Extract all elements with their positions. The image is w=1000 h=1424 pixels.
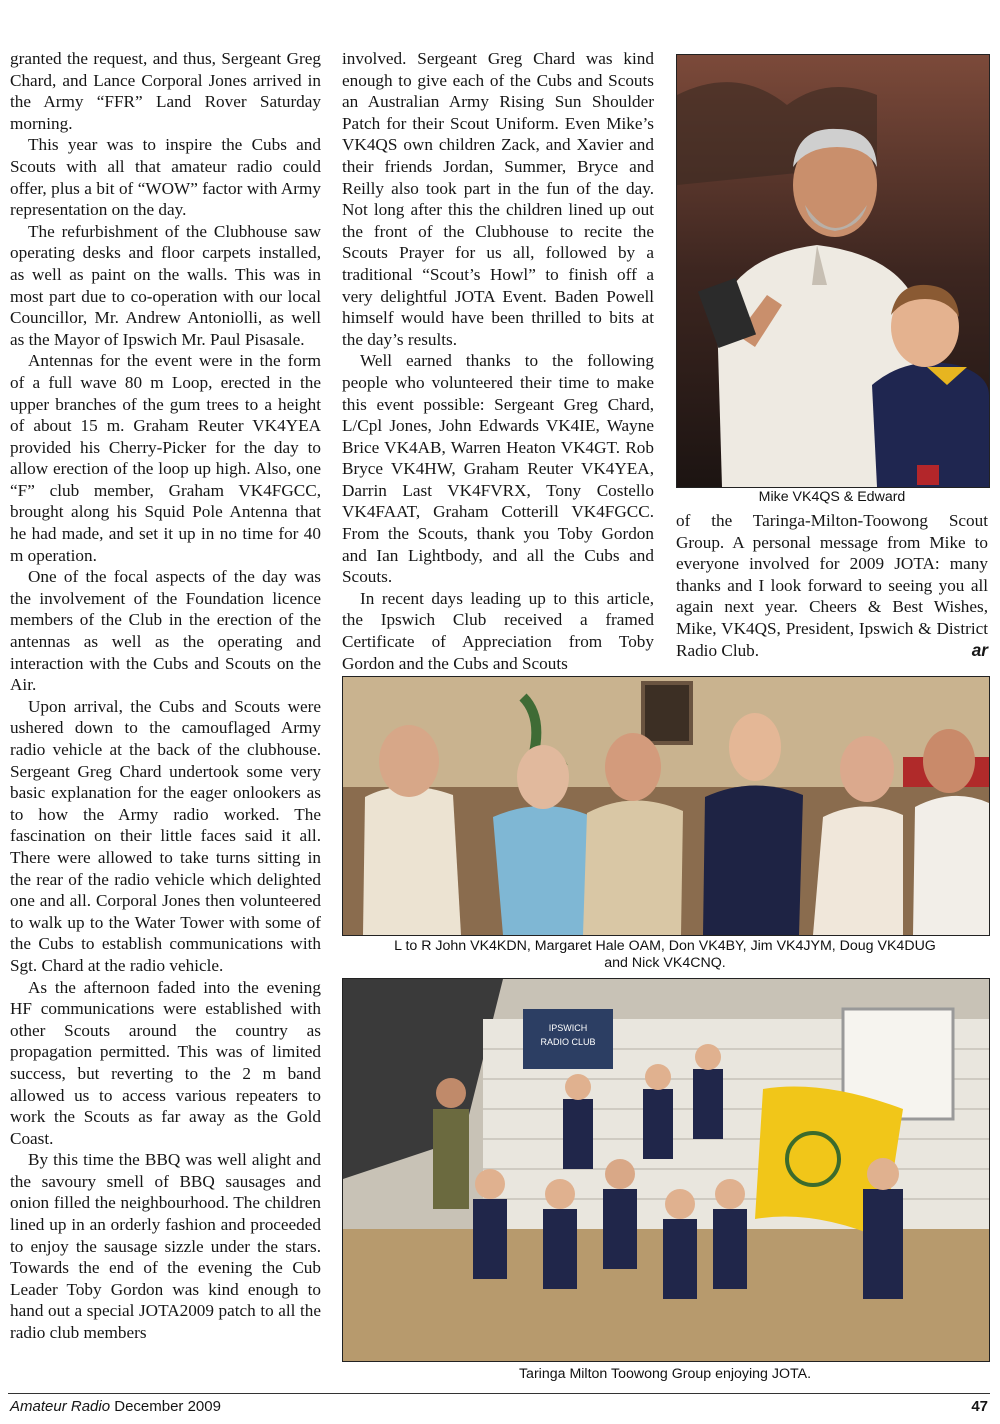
- footer-publication: [10, 1398, 221, 1415]
- article-column-2: [342, 48, 654, 674]
- paragraph: Upon arrival, the Cubs and Scouts were ushered down to the camouflaged Army radio vehicle at the back of the clubhouse. Sergeant Greg Chard undertook some very basic explanation for the eager onlookers as to how the Army radio worked. The fascination on their little faces said it all. There were allowed to take turns sitting in the rear of the radio vehicle which delighted one and all. Corporal Jones then volunteered to walk up to the Water Tower with some of the Cubs to establish communications with Sgt. Chard at the radio vehicle.: [10, 696, 321, 975]
- footer-divider: [8, 1393, 990, 1394]
- footer-issue: December 2009: [114, 1398, 221, 1415]
- paragraph: Antennas for the event were in the form of a full wave 80 m Loop, erected in the upper branches of the gum trees to a height of about 15 m. Graham Reuter VK4YEA provided his Cherry-Picker for the day to allow erection of the loop up high. Also, one “F” club member, Graham VK4FGCC, brought along his Squid Pole Antenna that he had made, and set it up in no time for 40 m operation.: [10, 351, 321, 565]
- paragraph: In recent days leading up to this article, the Ipswich Club received a framed Certificate of Appreciation from Toby Gordon and the Cubs and Scouts: [342, 588, 654, 673]
- paragraph: [676, 510, 988, 661]
- end-mark: ar: [971, 639, 988, 660]
- photo-mike-and-edward-image: [677, 55, 989, 487]
- paragraph: One of the focal aspects of the day was the involvement of the Foundation licence members of the Club in the erection of the antennas as well as the operating and interaction with the Cubs and Scouts on the Air.: [10, 567, 321, 695]
- article-column-3: [676, 510, 988, 661]
- photo-group-caption-line-1: L to R John VK4KDN, Margaret Hale OAM, Don VK4BY, Jim VK4JYM, Doug VK4DUG: [394, 938, 936, 954]
- photo-group: [342, 676, 990, 936]
- footer-magazine-title: Amateur Radio: [10, 1398, 111, 1415]
- paragraph: The refurbishment of the Clubhouse saw operating desks and floor carpets installed, as well as paint on the walls. This was in most part due to co-operation with our local Councillor, Mr. Andrew Antoniolli, as well as the Mayor of Ipswich Mr. Paul Pisasale.: [10, 221, 321, 349]
- photo-scouts-group-image: [343, 979, 989, 1361]
- page-number: 47: [971, 1398, 988, 1415]
- photo-group-caption-line-2: and Nick VK4CNQ.: [604, 955, 726, 971]
- paragraph: As the afternoon faded into the evening HF communications were established with other Scouts around the country as propagation permitted. This was of limited success, but reverting to the 2 m band allowed us to access various repeaters to work the Scouts as far away as the Gold Coast.: [10, 977, 321, 1148]
- photo-scouts-group: [342, 978, 990, 1362]
- paragraph: granted the request, and thus, Sergeant Greg Chard, and Lance Corporal Jones arrived in the Army “FFR” Land Rover Saturday morning.: [10, 49, 321, 133]
- photo-mike-caption: Mike VK4QS & Edward: [758, 489, 906, 505]
- paragraph: Well earned thanks to the following people who volunteered their time to make this event possible: Sergeant Greg Chard, L/Cpl Jones, John Edwards VK4IE, Wayne Brice VK4AB, Warren Heaton VK4GT. Rob Bryce VK4HW, Graham Reuter VK4YEA, Darrin Last VK4FVRX, Tony Costello VK4FAAT, Graham Cotterill VK4FGCC. From the Scouts, thank you Toby Gordon and Ian Lightbody, and all the Cubs and Scouts.: [342, 351, 654, 587]
- paragraph: involved. Sergeant Greg Chard was kind enough to give each of the Cubs and Scouts an Australian Army Rising Sun Shoulder Patch for their Scout Uniform. Even Mike’s VK4QS own children Zack, and Xavier and their friends Jordan, Summer, Bryce and Reilly also took part in the fun of the day. Not long after this the children lined up out the front of the Clubhouse to recite the Scouts Prayer for us all, followed by a traditional “Scout’s Howl” to finish off a very delightful JOTA Event. Baden Powell himself would have been thrilled to bits at the day’s results.: [342, 49, 654, 349]
- paragraph-text: of the Taringa-Milton-Toowong Scout Group. A personal message from Mike to everyone involved for 2009 JOTA: many thanks and I look forward to seeing you all again next year. Cheers & Best Wishes, Mike, VK4QS, President, Ipswich & District Radio Club.: [676, 511, 988, 660]
- club-sign-line-1: IPSWICH: [548, 1023, 588, 1033]
- photo-group-image: [343, 677, 989, 935]
- club-sign-line-2: RADIO CLUB: [540, 1037, 596, 1047]
- paragraph: By this time the BBQ was well alight and the savoury smell of BBQ sausages and onion filled the neighbourhood. The children lined up in an orderly fashion and proceeded to enjoy the sausage sizzle under the stars. Towards the end of the evening the Cub Leader Toby Gordon was kind enough to hand out a special JOTA2009 patch to all the radio club members: [10, 1150, 321, 1343]
- paragraph: This year was to inspire the Cubs and Scouts with all that amateur radio could offer, plus a bit of “WOW” factor with Army representation on the day.: [10, 135, 321, 220]
- article-column-1: [10, 48, 321, 1344]
- photo-group-caption: [342, 938, 988, 972]
- photo-mike-and-edward: [676, 54, 990, 488]
- photo-scouts-caption: Taringa Milton Toowong Group enjoying JOTA.: [518, 1366, 812, 1382]
